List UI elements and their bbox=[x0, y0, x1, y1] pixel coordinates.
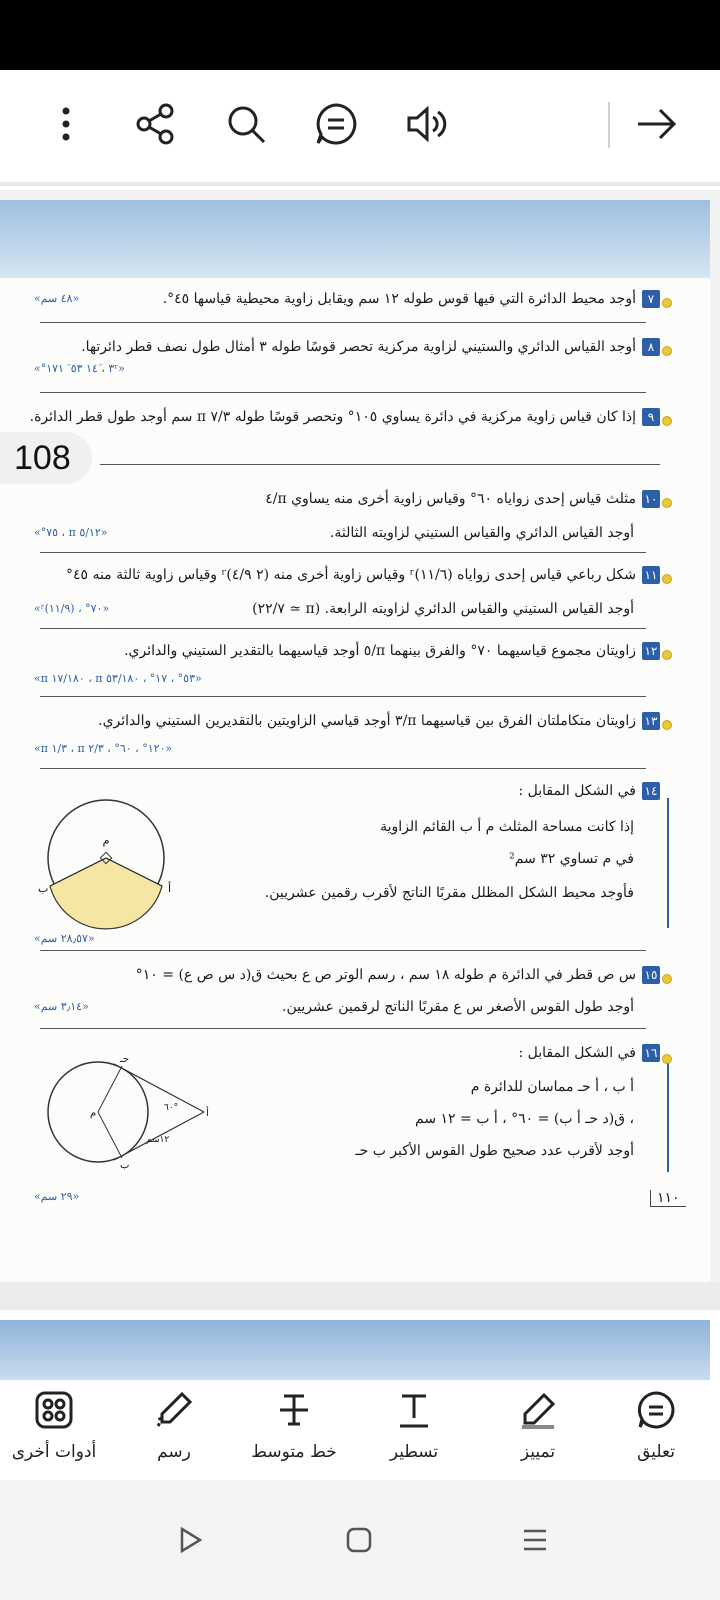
point-b-label: ب bbox=[38, 882, 49, 895]
level-dot bbox=[662, 346, 672, 356]
page-gap bbox=[0, 1282, 720, 1310]
point-a-label: أ bbox=[206, 1108, 209, 1119]
tool-comment[interactable] bbox=[606, 1388, 706, 1480]
tool-draw[interactable] bbox=[124, 1388, 224, 1480]
chat-icon[interactable] bbox=[310, 98, 362, 150]
problem-number: ٩ bbox=[642, 408, 660, 426]
problem-answer: «٢٨٫٥٧ سم» bbox=[34, 932, 95, 945]
figure-16 bbox=[36, 1052, 216, 1172]
level-dot bbox=[662, 1054, 672, 1064]
home-nav-icon[interactable] bbox=[334, 1520, 384, 1560]
problem-answer: «٤٨ سم» bbox=[34, 292, 80, 305]
document-view[interactable] bbox=[0, 190, 720, 1310]
problem-text: إذا كان قياس زاوية مركزية في دائرة يساوي ١٠٥° وتحصر قوسًا طوله ٧/٣ π سم أوجد طول قطر الدائرة. bbox=[29, 409, 636, 425]
search-icon[interactable] bbox=[220, 98, 272, 150]
problem-answer: «٣ʳ ، ١٤َ ٥٣ َ ١٧١°» bbox=[34, 362, 125, 375]
problem-answer: «٢٩ سم» bbox=[34, 1190, 80, 1203]
problem-text: شكل رباعي قياس إحدى زواياه (١١/٦)ʳ وقياس زاوية أخرى منه (٢ ٤/٩)ʳ وقياس زاوية ثالثة منه ٤٥° bbox=[65, 567, 636, 583]
document-page bbox=[0, 200, 710, 1290]
level-dot bbox=[662, 298, 672, 308]
problem-text-line2: إذا كانت مساحة المثلث م أ ب القائم الزاوية bbox=[380, 819, 634, 835]
problem-number: ١٣ bbox=[642, 712, 660, 730]
problem-9 bbox=[30, 406, 660, 428]
problem-number: ١٤ bbox=[642, 782, 660, 800]
problem-text: مثلث قياس إحدى زواياه ٦٠° وقياس زاوية أخرى منه يساوي π/٤ bbox=[265, 491, 636, 507]
more-tools-icon bbox=[32, 1388, 76, 1432]
problem-number: ١٠ bbox=[642, 490, 660, 508]
problem-text: زاويتان مجموع قياسيهما ٧٠° والفرق بينهما π/٥ أوجد قياسيهما بالتقدير الستيني والدائري. bbox=[124, 643, 636, 659]
problem-text: زاويتان متكاملتان الفرق بين قياسيهما π/٣ أوجد قياسي الزاويتين بالتقديرين الستيني والدائري. bbox=[98, 713, 636, 729]
problem-13 bbox=[98, 710, 660, 732]
level-dot bbox=[662, 498, 672, 508]
problem-text-line4: فأوجد محيط الشكل المظلل مقربًا الناتج لأقرب رقمين عشريين. bbox=[264, 885, 634, 901]
level-dot bbox=[662, 974, 672, 984]
problem-text: في الشكل المقابل : bbox=[518, 783, 636, 799]
toolbar-divider bbox=[0, 182, 720, 186]
tool-label: تسطير bbox=[389, 1442, 439, 1462]
problem-number: ١٥ bbox=[642, 966, 660, 984]
problem-16 bbox=[518, 1042, 660, 1064]
tool-label: تعليق bbox=[637, 1442, 675, 1462]
angle-label: ٦٠° bbox=[164, 1103, 179, 1113]
tool-label: تمييز bbox=[520, 1442, 556, 1462]
problem-text-line2: أ ب ، أ حـ مماسان للدائرة م bbox=[470, 1079, 634, 1095]
divider bbox=[40, 628, 646, 629]
tool-underline[interactable] bbox=[364, 1388, 464, 1480]
problem-number: ١٦ bbox=[642, 1044, 660, 1062]
page-number: ١١٠ bbox=[650, 1190, 686, 1207]
strikethrough-icon bbox=[272, 1388, 316, 1432]
problem-number: ٨ bbox=[642, 338, 660, 356]
arrow-forward-icon[interactable] bbox=[630, 98, 682, 150]
page-number-badge[interactable]: 108 bbox=[0, 432, 92, 484]
problem-text-line2: أوجد القياس الستيني والقياس الدائري لزاويته الرابعة. (π ≃ ٢٢/٧) bbox=[252, 601, 634, 617]
page-header-band bbox=[0, 200, 710, 278]
divider bbox=[40, 392, 646, 393]
problem-number: ١١ bbox=[642, 566, 660, 584]
length-label: ١٢سم bbox=[146, 1135, 170, 1145]
point-b-label: ب bbox=[120, 1160, 130, 1171]
problem-15 bbox=[136, 964, 660, 986]
tool-highlight[interactable] bbox=[488, 1388, 588, 1480]
problem-7 bbox=[163, 288, 660, 310]
figure-14 bbox=[36, 796, 176, 920]
problem-10 bbox=[265, 488, 660, 510]
point-m-label: م bbox=[90, 1108, 97, 1119]
problem-text: أوجد محيط الدائرة التي فيها قوس طوله ١٢ سم ويقابل زاوية محيطية قياسها ٤٥°. bbox=[162, 291, 636, 307]
back-nav-icon[interactable] bbox=[166, 1520, 216, 1560]
divider bbox=[100, 464, 660, 465]
problem-11 bbox=[66, 564, 660, 586]
problem-text: في الشكل المقابل : bbox=[518, 1045, 636, 1061]
tool-label: أدوات أخرى bbox=[11, 1442, 97, 1462]
divider bbox=[40, 768, 646, 769]
problem-answer: «١٢٠° ، ٦٠° ، ٢/٣ π ، ١/٣ π» bbox=[34, 742, 173, 755]
level-dot bbox=[662, 720, 672, 730]
problem-text-line2: أوجد القياس الدائري والقياس الستيني لزاويته الثالثة. bbox=[329, 525, 634, 541]
tool-more[interactable] bbox=[4, 1388, 104, 1480]
point-c-label: حـ bbox=[120, 1054, 130, 1065]
problem-side-bar bbox=[667, 1060, 669, 1172]
system-nav-bar bbox=[0, 1480, 720, 1600]
problem-answer: «٥٣° ، ١٧° ، ٥٣/١٨٠ π ، ١٧/١٨٠ π» bbox=[34, 672, 202, 685]
problem-text: أوجد القياس الدائري والستيني لزاوية مركزية تحصر قوسًا طوله ٣ أمثال طول نصف قطر دائرتها. bbox=[81, 339, 636, 355]
problem-14 bbox=[518, 780, 660, 802]
point-a-label: أ bbox=[168, 882, 172, 895]
share-icon[interactable] bbox=[130, 98, 182, 150]
status-bar bbox=[0, 0, 720, 70]
divider bbox=[40, 1028, 646, 1029]
recents-nav-icon[interactable] bbox=[510, 1520, 560, 1560]
problem-text: س ص قطر في الدائرة م طوله ١٨ سم ، رسم الوتر ص ع بحيث ق(د س ص ع) = ١٠° bbox=[135, 967, 636, 983]
tool-label: خط متوسط bbox=[251, 1442, 337, 1462]
annotation-toolbar bbox=[0, 1380, 720, 1480]
divider bbox=[40, 552, 646, 553]
top-toolbar bbox=[0, 70, 720, 182]
divider bbox=[40, 950, 646, 951]
problem-number: ١٢ bbox=[642, 642, 660, 660]
speaker-icon[interactable] bbox=[400, 98, 452, 150]
problem-8 bbox=[81, 336, 660, 358]
level-dot bbox=[662, 416, 672, 426]
tool-strikethrough[interactable] bbox=[244, 1388, 344, 1480]
underline-icon bbox=[392, 1388, 436, 1432]
highlight-icon bbox=[516, 1388, 560, 1432]
comment-icon bbox=[634, 1388, 678, 1432]
problem-12 bbox=[124, 640, 660, 662]
next-page-header bbox=[0, 1320, 710, 1380]
problem-answer: «٧٠° ، (١١/٩)ʳ» bbox=[34, 602, 110, 615]
divider bbox=[40, 696, 646, 697]
more-vertical-icon[interactable] bbox=[40, 98, 92, 150]
problem-text-line3: في م تساوي ٣٢ سم² bbox=[509, 851, 634, 867]
divider bbox=[40, 322, 646, 323]
problem-answer: «٥/١٢ π ، ٧٥°» bbox=[34, 526, 108, 539]
level-dot bbox=[662, 574, 672, 584]
problem-text-line3: ، ق(د حـ أ ب) = ٦٠° ، أ ب = ١٢ سم bbox=[415, 1111, 634, 1127]
problem-answer: «٣٫١٤ سم» bbox=[34, 1000, 89, 1013]
problem-number: ٧ bbox=[642, 290, 660, 308]
problem-text-line2: أوجد طول القوس الأصغر س ع مقربًا الناتج لرقمين عشريين. bbox=[282, 999, 634, 1015]
problem-side-bar bbox=[667, 798, 669, 928]
level-dot bbox=[662, 650, 672, 660]
tool-label: رسم bbox=[157, 1442, 191, 1462]
draw-icon bbox=[152, 1388, 196, 1432]
toolbar-separator bbox=[608, 102, 610, 148]
point-m-label: م bbox=[102, 834, 110, 847]
problem-text-line4: أوجد لأقرب عدد صحيح طول القوس الأكبر ب حـ bbox=[355, 1143, 634, 1159]
